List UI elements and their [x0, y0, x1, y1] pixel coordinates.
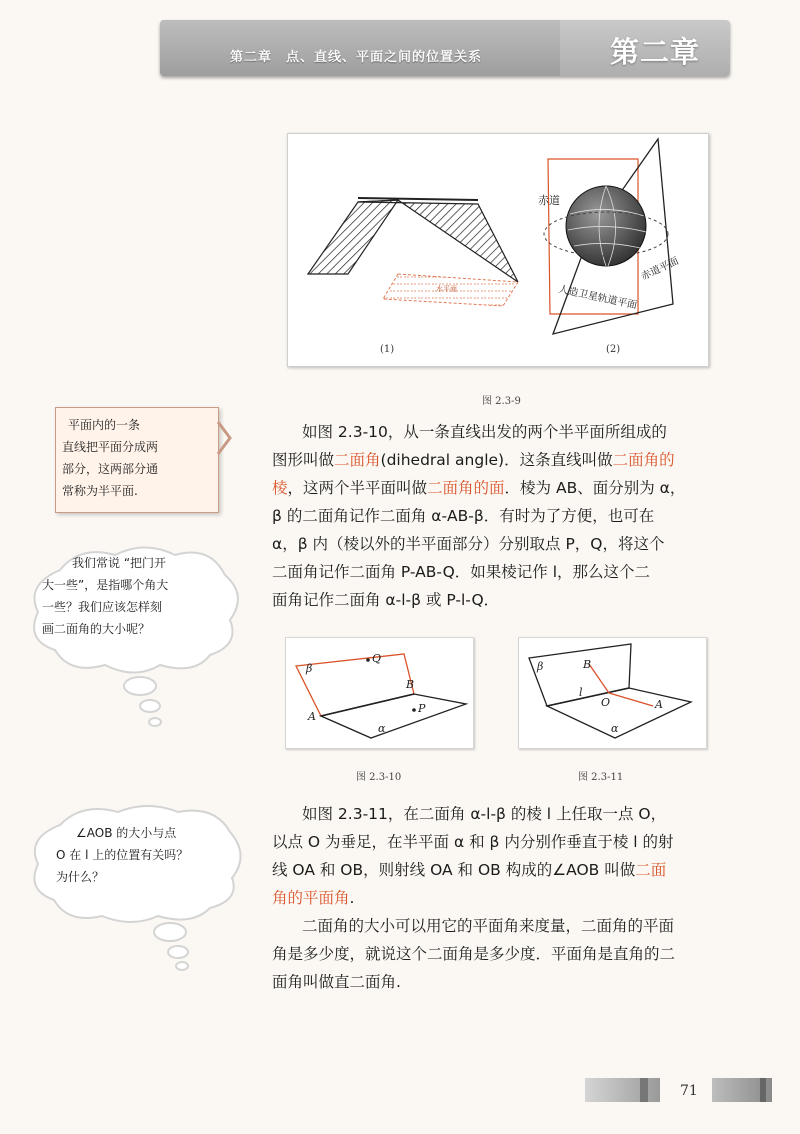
para1-line4: β 的二面角记作二面角 α-AB-β．有时为了方便，也可在	[272, 507, 655, 525]
para2-line1: 如图 2.3-11，在二面角 α-l-β 的棱 l 上任取一点 O，	[302, 805, 667, 823]
footer-bar-accent-right	[760, 1078, 766, 1102]
side-note-2-line2: 大一些”，是指哪个角大	[42, 578, 169, 592]
term-edge-part2: 棱	[272, 479, 288, 497]
half-plane-beta	[296, 654, 414, 716]
label-a: A	[308, 710, 316, 723]
figure-2-3-11	[518, 637, 707, 749]
chapter-title: 第二章 点、直线、平面之间的位置关系	[230, 50, 483, 65]
term-plane-angle-part1: 二面	[635, 861, 667, 879]
label-beta: β	[537, 660, 544, 673]
para2-line3	[272, 856, 666, 884]
figure-2-3-11-caption: 图 2.3-11	[578, 772, 624, 783]
term-face: 二面角的面	[427, 479, 505, 497]
term-edge-part1: 二面角的	[612, 451, 675, 469]
figure-2-3-9-caption: 图 2.3-9	[482, 396, 521, 407]
figure-2-3-9-drawing	[288, 134, 708, 366]
side-note-1-line2: 直线把平面分成两	[62, 440, 159, 454]
para2-text: 线 OA 和 OB，则射线 OA 和 OB 构成的∠AOB 叫做	[272, 861, 636, 879]
footer-bar-left	[585, 1078, 660, 1102]
para1-line6: 二面角记作二面角 P-AB-Q．如果棱记作 l，那么这个二	[272, 563, 651, 581]
para1-line2	[272, 446, 675, 474]
slope-left	[308, 200, 398, 274]
figure-2-3-10-caption: 图 2.3-10	[356, 772, 402, 783]
term-plane-angle-part2: 角的平面角	[272, 889, 350, 907]
page-number: 71	[680, 1083, 698, 1099]
edge-l	[547, 688, 629, 706]
para1-text: (dihedral angle)．这条直线叫做	[380, 451, 613, 469]
para1-text: ．棱为 AB、面分别为 α，	[504, 479, 686, 497]
label-q: Q	[372, 652, 382, 665]
label-alpha: α	[611, 722, 619, 735]
label-b: B	[406, 678, 415, 691]
para1-text: 图形叫做	[272, 451, 335, 469]
para2-line2: 以点 O 为垂足，在半平面 α 和 β 内分别作垂直于棱 l 的射	[272, 833, 674, 851]
figure-2-3-10	[285, 637, 474, 749]
note-arrow-icon	[216, 418, 236, 458]
para1-line3	[272, 474, 685, 502]
side-note-2-line1: 我们常说 “把门开	[72, 556, 167, 570]
ridge-line	[358, 198, 478, 200]
side-note-2-line4: 画二面角的大小呢？	[42, 622, 151, 636]
sub2-label: (2)	[606, 344, 621, 355]
para1-line1: 如图 2.3-10，从一条直线出发的两个半平面所组成的	[302, 423, 667, 441]
ray-oa	[609, 693, 653, 706]
para3-line2: 角是多少度，就说这个二面角是多少度．平面角是直角的二	[272, 945, 676, 963]
footer-bar-accent	[640, 1078, 648, 1102]
para2-line4	[272, 884, 354, 912]
label-o: O	[601, 696, 611, 709]
para2-text: .	[349, 889, 355, 907]
equator-label: 赤道	[538, 194, 560, 207]
figure-2-3-10-drawing	[286, 638, 473, 748]
half-plane-alpha	[321, 694, 466, 738]
para1-text: ，这两个半平面叫做	[287, 479, 428, 497]
side-note-3-line3: 为什么？	[56, 870, 105, 884]
label-b: B	[583, 658, 592, 671]
label-alpha: α	[378, 722, 386, 735]
label-a: A	[655, 698, 663, 711]
side-note-1-line4: 常称为半平面.	[62, 484, 138, 498]
para1-line5: α，β 内（棱以外的半平面部分）分别取点 P，Q，将这个	[272, 535, 665, 553]
figure-2-3-11-drawing	[519, 638, 706, 748]
para1-line7: 面角记作二面角 α-l-β 或 P-l-Q．	[272, 591, 500, 609]
side-note-3-line2: O 在 l 上的位置有关吗？	[56, 848, 189, 862]
equator-plane-label: 赤道平面	[639, 255, 681, 283]
side-note-3-line1: ∠AOB 的大小与点	[76, 826, 177, 840]
term-dihedral-angle: 二面角	[334, 451, 381, 469]
label-p: P	[418, 702, 426, 715]
side-note-1-line3: 部分，这两部分通	[62, 462, 159, 476]
chapter-badge: 第二章	[610, 35, 701, 69]
para3-line1: 二面角的大小可以用它的平面角来度量，二面角的平面	[302, 917, 675, 935]
side-note-1-line1: 平面内的一条	[68, 418, 141, 432]
para3-line3: 面角叫做直二面角.	[272, 973, 401, 991]
ray-ob	[589, 664, 609, 693]
plane-label: 水平面	[436, 285, 457, 293]
edge-ab	[321, 694, 414, 716]
label-beta: β	[306, 662, 313, 675]
label-l: l	[579, 686, 583, 699]
side-note-2-line3: 一些？我们应该怎样刻	[42, 600, 163, 614]
figure-2-3-9	[287, 133, 709, 367]
sub1-label: (1)	[380, 344, 395, 355]
satellite-orbit-label: 人造卫星轨道平面	[557, 284, 638, 312]
